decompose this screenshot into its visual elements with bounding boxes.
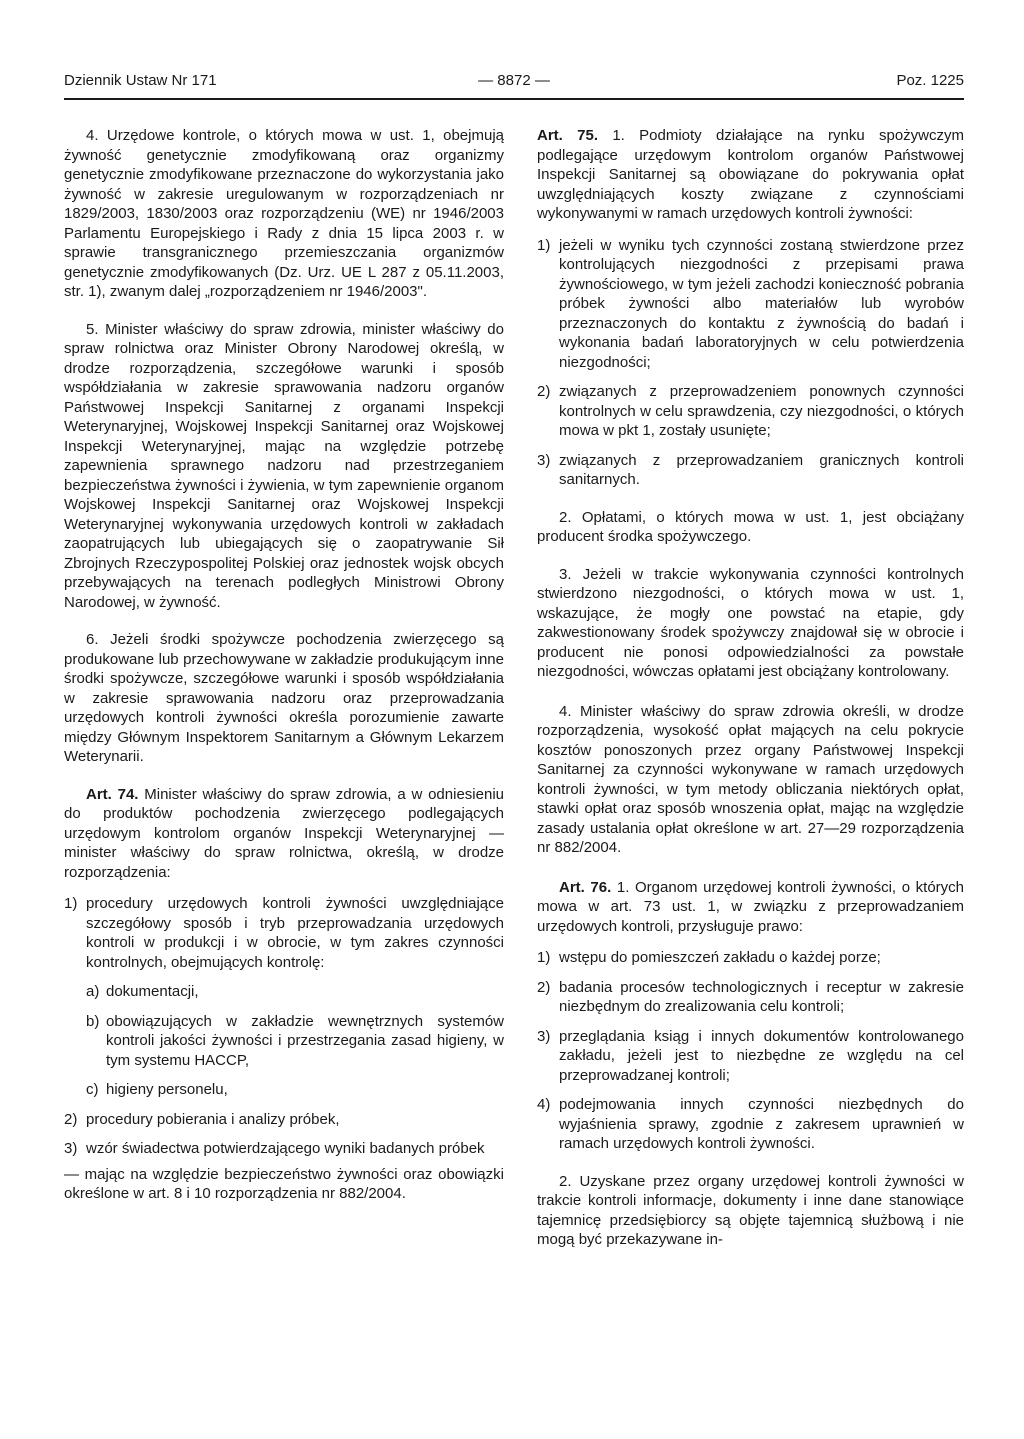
paragraph-5: 5. Minister właściwy do spraw zdrowia, minister właściwy do spraw rolnictwa oraz Minister Obrony Narodowej określą, w drodze rozporządzenia, szczegółowe warunki i sposób współdziałania w zakresie sprawowania nadzoru organów Państwowej Inspekcji Sanitarnej z organami Inspekcji Weterynaryjnej, Wojskowej Inspekcji Sanitarnej oraz Wojskowej Inspekcji Weterynaryjnej, mając na względzie potrzebę zapewnienia sprawnego nadzoru nad przestrzeganiem bezpieczeństwa żywności i żywienia, w tym zapewnienie organom Wojskowej Inspekcji Sanitarnej oraz Wojskowej Inspekcji Weterynaryjnej wykonywania urzędowych kontroli w zakładach zaopatrujących lub ubiegających się o zaopatrywanie Sił Zbrojnych Rzeczypospolitej Polskiej oraz jednostek wojsk obcych przebywających na terenach podległych Ministrowi Obrony Narodowej, w żywność. xyxy=(64,320,504,611)
article-75 xyxy=(537,126,964,224)
item-text: podejmowania innych czynności niezbędnych do wyjaśnienia sprawy, zgodnie z zakresem uprawnień w ramach urzędowych kontroli żywności. xyxy=(559,1096,964,1152)
page-header xyxy=(64,72,964,94)
article-76 xyxy=(537,878,964,937)
subitem-text: dokumentacji, xyxy=(106,983,199,1000)
page-number: — 8872 — xyxy=(478,72,550,89)
article-75-text: 1. Podmioty działające na rynku spożywczym podlegające urzędowym kontrolom organów Państwowej Inspekcji Sanitarnej są obowiązane do pokrywania opłat uwzględniających koszty związane z czynnościami wykonywanymi w ramach urzędowych kontroli żywności: xyxy=(537,127,964,222)
subitem-text: higieny personelu, xyxy=(106,1081,228,1098)
item-text: wstępu do pomieszczeń zakładu o każdej porze; xyxy=(559,949,881,966)
header-rule xyxy=(64,98,964,100)
closing-paragraph: — mając na względzie bezpieczeństwo żywności oraz obowiązki określone w art. 8 i 10 rozporządzenia nr 882/2004. xyxy=(64,1165,504,1202)
item-text: procedury urzędowych kontroli żywności uwzględniające szczegółowy sposób i tryb przeprowadzania urzędowych kontroli w produkcji i w obrocie, w tym zakres czynności kontrolnych, obejmujących kontrolę: xyxy=(86,895,504,971)
item-text: przeglądania ksiąg i innych dokumentów kontrolowanego zakładu, jeżeli jest to niezbędne ze względu na cel przeprowadzanej kontroli; xyxy=(559,1027,964,1084)
item-text: jeżeli w wyniku tych czynności zostaną stwierdzone przez kontrolujących niezgodności z przepisami prawa żywnościowego, w tym jeżeli zachodzi konieczność pobrania próbek żywności albo materiałów lub wyrobów przeznaczonych do kontaktu z żywnością do badań i wykonania badań laboratoryjnych w celu potwierdzenia niezgodności; xyxy=(559,236,964,371)
list-subitem xyxy=(64,1012,504,1071)
list-item xyxy=(537,236,964,373)
subitem-letter: c) xyxy=(86,1081,99,1098)
paragraph-6: 6. Jeżeli środki spożywcze pochodzenia zwierzęcego są produkowane lub przechowywane w zakładzie produkującym inne środki spożywcze, szczegółowe warunki i sposób współdziałania w zakresie sprawowania nadzoru oraz przeprowadzania urzędowych kontroli żywności określa porozumienie zawarte między Głównym Inspektorem Sanitarnym a Głównym Lekarzem Weterynarii. xyxy=(64,631,504,765)
list-subitem xyxy=(64,982,504,1002)
item-text: procedury pobierania i analizy próbek, xyxy=(86,1110,340,1128)
item-text: wzór świadectwa potwierdzającego wyniki badanych próbek xyxy=(86,1140,485,1157)
list-item xyxy=(537,382,964,441)
paragraph-3: 3. Jeżeli w trakcie wykonywania czynności kontrolnych stwierdzono niezgodności, o których mowa w ust. 1, wskazujące, że mogły one powstać na etapie, gdy zakwestionowany środek spożywczy znajdował się w obrocie i producent nie ponosi odpowiedzialności za powstałe niezgodności, wówczas opłatami jest obciążany kontrolowany. xyxy=(537,565,964,680)
subitem-text: obowiązujących w zakładzie wewnętrznych systemów kontroli jakości żywności i przestrzegania zasad higieny, w tym systemu HACCP, xyxy=(106,1012,504,1069)
item-text: związanych z przeprowadzeniem ponownych czynności kontrolnych w celu sprawdzenia, czy niezgodności, o których mowa w pkt 1, zostały usunięte; xyxy=(559,383,964,439)
list-item xyxy=(537,1095,964,1154)
item-number: 3) xyxy=(64,1140,78,1157)
item-text: związanych z przeprowadzaniem granicznych kontroli sanitarnych. xyxy=(559,451,964,488)
paragraph-4-fees: 4. Minister właściwy do spraw zdrowia określi, w drodze rozporządzenia, wysokość opłat mających na celu pokrycie kosztów ponoszonych przez organy Państwowej Inspekcji Sanitarnej za czynności wykonywane w ramach urzędowych kontroli żywności, w tym metody obliczania niektórych opłat, stawki opłat oraz sposób wnoszenia opłat, mając na względzie zasady ustalania opłat określone w art. 27—29 rozporządzenia nr 882/2004. xyxy=(537,702,964,856)
paragraph-2: 2. Opłatami, o których mowa w ust. 1, jest obciążany producent środka spożywczego. xyxy=(537,508,964,545)
list-item xyxy=(537,451,964,490)
article-76-label: Art. 76. xyxy=(559,878,612,896)
list-subitem xyxy=(64,1080,504,1100)
list-item xyxy=(64,894,504,972)
item-number: 3) xyxy=(537,1027,551,1045)
item-number: 2) xyxy=(537,978,551,996)
subitem-letter: b) xyxy=(86,1012,100,1030)
list-item xyxy=(537,1027,964,1086)
position-number: Poz. 1225 xyxy=(896,72,964,89)
item-number: 2) xyxy=(537,383,551,400)
left-column xyxy=(64,126,504,1204)
right-column xyxy=(537,126,964,1250)
journal-title: Dziennik Ustaw Nr 171 xyxy=(64,72,217,89)
subitem-letter: a) xyxy=(86,983,100,1000)
list-item xyxy=(537,948,964,968)
paragraph-4: 4. Urzędowe kontrole, o których mowa w ust. 1, obejmują żywność genetycznie zmodyfikowaną oraz organizmy genetycznie zmodyfikowane przeznaczone do wykorzystania jako żywność w zakresie uregulowanym w rozporządzeniach nr 1829/2003, 1830/2003 oraz rozporządzeniu (WE) nr 1946/2003 Parlamentu Europejskiego i Rady z dnia 15 lipca 2003 r. w sprawie transgranicznego przemieszczania organizmów genetycznie zmodyfikowanych (Dz. Urz. UE L 287 z 05.11.2003, str. 1), zwanym dalej „rozporządzeniem nr 1946/2003". xyxy=(64,127,504,300)
article-74-text: Minister właściwy do spraw zdrowia, a w odniesieniu do produktów pochodzenia zwierzęcego podlegających urzędowym kontrolom organów Inspekcji Weterynaryjnej — minister właściwy do spraw rolnictwa, określą, w drodze rozporządzenia: xyxy=(64,785,504,881)
item-number: 2) xyxy=(64,1110,78,1128)
list-item xyxy=(64,1139,504,1159)
item-text: badania procesów technologicznych i receptur w zakresie niezbędnym do zrealizowania celu kontroli; xyxy=(559,978,964,1015)
article-76-text: 1. Organom urzędowej kontroli żywności, o których mowa w art. 73 ust. 1, w związku z przeprowadzaniem urzędowych kontroli, przysługuje prawo: xyxy=(537,878,964,935)
item-number: 3) xyxy=(537,451,551,469)
article-75-label: Art. 75. xyxy=(537,127,598,144)
article-74-label: Art. 74. xyxy=(86,785,139,803)
list-item xyxy=(64,1110,504,1130)
list-item xyxy=(537,978,964,1017)
paragraph-2-secrecy: 2. Uzyskane przez organy urzędowej kontroli żywności w trakcie kontroli informacje, dokumenty i inne dane stanowiące tajemnicę przedsiębiorcy są objęte tajemnicą służbową i nie mogą być przekazywane in- xyxy=(537,1172,964,1248)
item-number: 1) xyxy=(64,895,78,912)
item-number: 1) xyxy=(537,949,551,966)
item-number: 4) xyxy=(537,1096,551,1113)
article-74 xyxy=(64,785,504,883)
item-number: 1) xyxy=(537,236,551,254)
